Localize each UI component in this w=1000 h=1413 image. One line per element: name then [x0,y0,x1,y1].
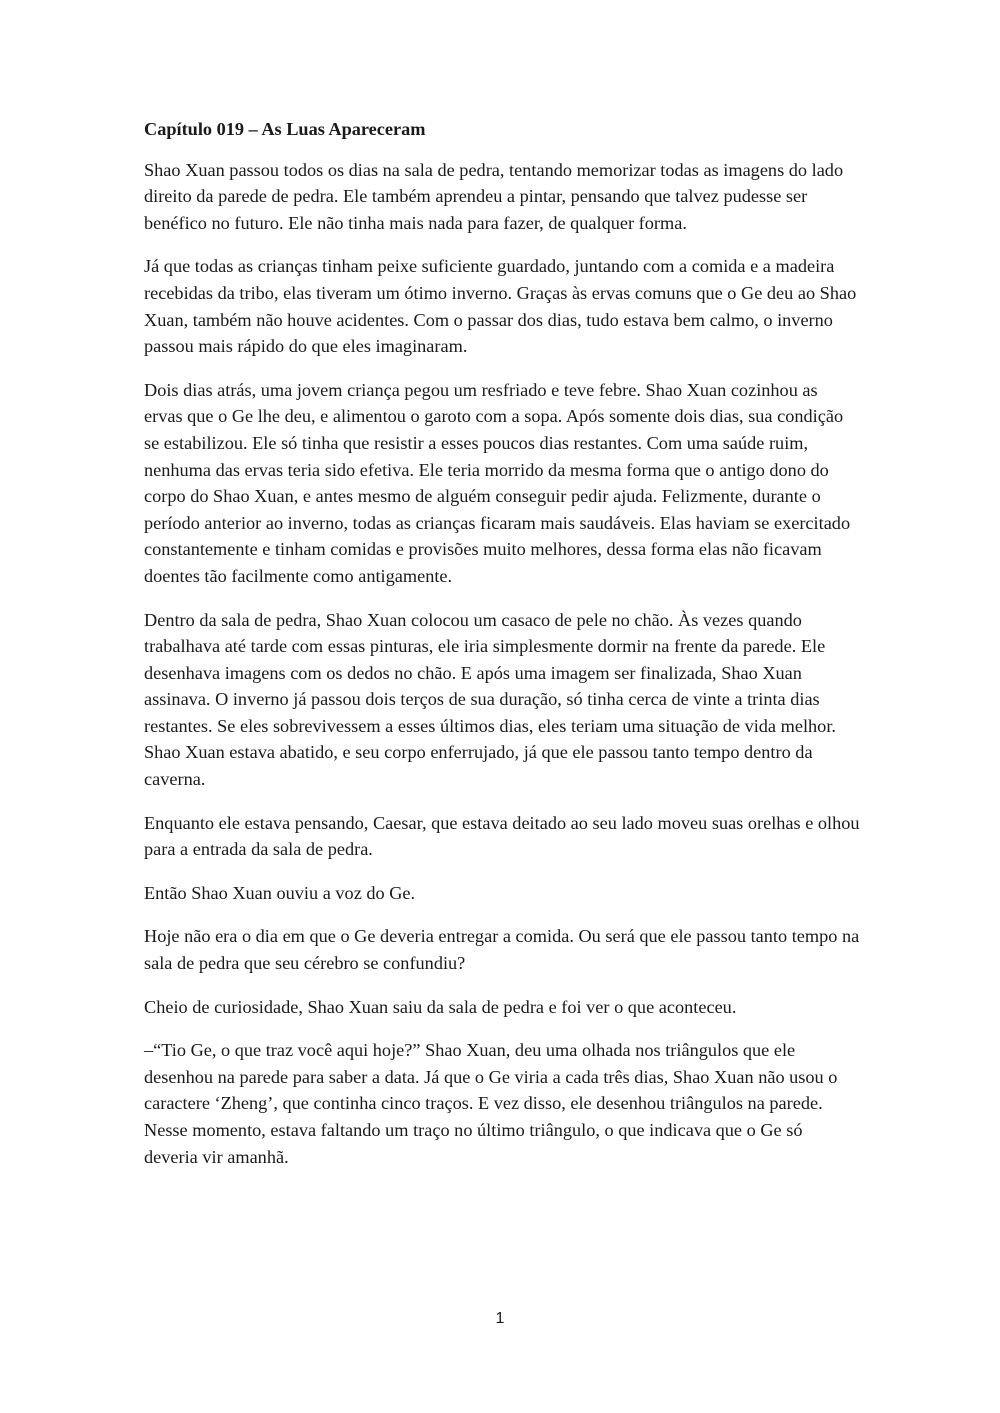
paragraph-8: Cheio de curiosidade, Shao Xuan saiu da sala de pedra e foi ver o que aconteceu. [144,996,737,1017]
paragraph-5: Enquanto ele estava pensando, Caesar, que estava deitado ao seu lado moveu suas orelhas e olhou para a entrada da sala de pedra. [144,812,860,860]
chapter-title: Capítulo 019 – As Luas Apareceram [144,119,426,139]
paragraph-6: Então Shao Xuan ouviu a voz do Ge. [144,882,416,903]
document-body [144,116,860,1187]
paragraph-4: Dentro da sala de pedra, Shao Xuan colocou um casaco de pele no chão. Às vezes quando trabalhava até tarde com essas pinturas, ele iria simplesmente dormir na frente da parede. Ele desenhava imagens com os dedos no chão. E após uma imagem ser finalizada, Shao Xuan assinava. O inverno já passou dois terços de sua duração, só tinha cerca de vinte a trinta dias restantes. Se eles sobrevivessem a esses últimos dias, eles teriam uma situação de vida melhor. Shao Xuan estava abatido, e seu corpo enferrujado, já que ele passou tanto tempo dentro da caverna. [144,609,836,790]
paragraph-1: Shao Xuan passou todos os dias na sala de pedra, tentando memorizar todas as imagens do lado direito da parede de pedra. Ele também aprendeu a pintar, pensando que talvez pudesse ser benéfico no futuro. Ele não tinha mais nada para fazer, de qualquer forma. [144,159,844,233]
paragraph-7: Hoje não era o dia em que o Ge deveria entregar a comida. Ou será que ele passou tanto tempo na sala de pedra que seu cérebro se confundiu? [144,926,860,974]
page-number: 1 [495,1310,505,1327]
paragraph-9: –“Tio Ge, o que traz você aqui hoje?” Shao Xuan, deu uma olhada nos triângulos que ele desenhou na parede para saber a data. Já que o Ge viria a cada três dias, Shao Xuan não usou o caractere ‘Zheng’, que continha cinco traços. E vez disso, ele desenhou triângulos na parede. Nesse momento, estava faltando um traço no último triângulo, o que indicava que o Ge só deveria vir amanhã. [144,1040,838,1167]
paragraph-2: Já que todas as crianças tinham peixe suficiente guardado, juntando com a comida e a madeira recebidas da tribo, elas tiveram um ótimo inverno. Graças às ervas comuns que o Ge deu ao Shao Xuan, também não houve acidentes. Com o passar dos dias, tudo estava bem calmo, o inverno passou mais rápido do que eles imaginaram. [144,256,857,357]
paragraph-3: Dois dias atrás, uma jovem criança pegou um resfriado e teve febre. Shao Xuan cozinhou as ervas que o Ge lhe deu, e alimentou o garoto com a sopa. Após somente dois dias, sua condição se estabilizou. Ele só tinha que resistir a esses poucos dias restantes. Com uma saúde ruim, nenhuma das ervas teria sido efetiva. Ele teria morrido da mesma forma que o antigo dono do corpo do Shao Xuan, e antes mesmo de alguém conseguir pedir ajuda. Felizmente, durante o período anterior ao inverno, todas as crianças ficaram mais saudáveis. Elas haviam se exercitado constantemente e tinham comidas e provisões muito melhores, dessa forma elas não ficavam doentes tão facilmente como antigamente. [144,379,851,586]
